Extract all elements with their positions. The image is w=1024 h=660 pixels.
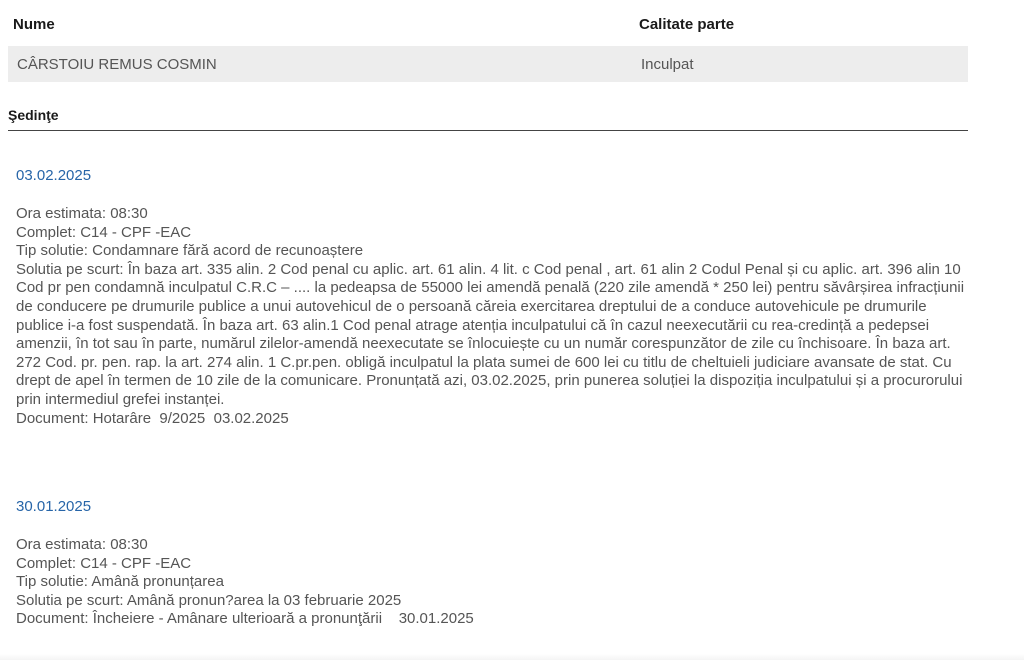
party-role-cell: Inculpat xyxy=(641,56,694,73)
party-name-cell: CÂRSTOIU REMUS COSMIN xyxy=(17,56,217,73)
hearing-date: 03.02.2025 xyxy=(16,167,92,184)
hearing-details xyxy=(16,205,966,428)
table-row xyxy=(8,46,968,82)
bottom-edge-shade xyxy=(0,654,1024,660)
section-divider xyxy=(8,130,968,131)
hearing-entry xyxy=(16,497,966,629)
hearing-solution-summary: Solutia pe scurt: Amână pronun?area la 03 februarie 2025 xyxy=(16,591,402,609)
column-header-role: Calitate parte xyxy=(639,16,735,33)
hearing-solution-summary: Solutia pe scurt: În baza art. 335 alin. 2 Cod penal cu aplic. art. 61 alin. 4 lit. c Cod penal , art. 61 alin 2 Codul Penal și cu aplic. art. 396 alin 10 Cod pr pen condamnă inculpatul C.R.C – .... la pedeapsa de 55000 lei amendă penală (220 zile amendă * 250 lei) pentru săvârșirea infracțiunii de conducere pe drumurile publice a unui autovehicul de o persoană căreia exercitarea dreptului de a conduce autovehicule pe drumurile publice i-a fost suspendată. În baza art. 63 alin.1 Cod penal atrage atenția inculpatului că în cazul neexecutării cu rea-credință a pedepsei amenzii, în tot sau în parte, numărul zilelor-amendă neexecutate se înlocuiește cu un număr corespunzător de zile cu închisoare. În baza art. 272 Cod. pr. pen. rap. la art. 274 alin. 1 C.pr.pen. obligă inculpatul la plata sumei de 600 lei cu titlu de cheltuieli judiciare avansate de stat. Cu drept de apel în termen de 10 zile de la comunicare. Pronunțată azi, 03.02.2025, prin punerea soluției la dispoziția inculpatului și a procurorului prin intermediul grefei instanței. xyxy=(16,260,965,408)
hearing-time: Ora estimata: 08:30 xyxy=(16,205,148,222)
column-header-name: Nume xyxy=(13,16,55,33)
hearing-solution-type: Tip solutie: Condamnare fără acord de recunoaștere xyxy=(16,242,364,260)
hearing-document xyxy=(16,610,966,629)
hearing-document xyxy=(16,410,966,429)
parties-table-header xyxy=(8,0,968,46)
hearing-solution-type: Tip solutie: Amână pronunțarea xyxy=(16,573,224,591)
hearing-document-text: Document: Hotarâre 9/2025 03.02.2025 xyxy=(16,409,289,427)
hearing-entry xyxy=(16,166,966,428)
hearing-date: 30.01.2025 xyxy=(16,498,92,515)
hearing-panel: Complet: C14 - CPF -EAC xyxy=(16,223,192,241)
hearing-details xyxy=(16,536,966,629)
hearings-section-title: Şedinţe xyxy=(8,107,59,123)
hearing-document-text: Document: Încheiere - Amânare ulterioară a pronunţării 30.01.2025 xyxy=(16,610,474,628)
hearing-time: Ora estimata: 08:30 xyxy=(16,536,148,553)
parties-table xyxy=(8,0,968,82)
hearing-panel: Complet: C14 - CPF -EAC xyxy=(16,554,192,572)
